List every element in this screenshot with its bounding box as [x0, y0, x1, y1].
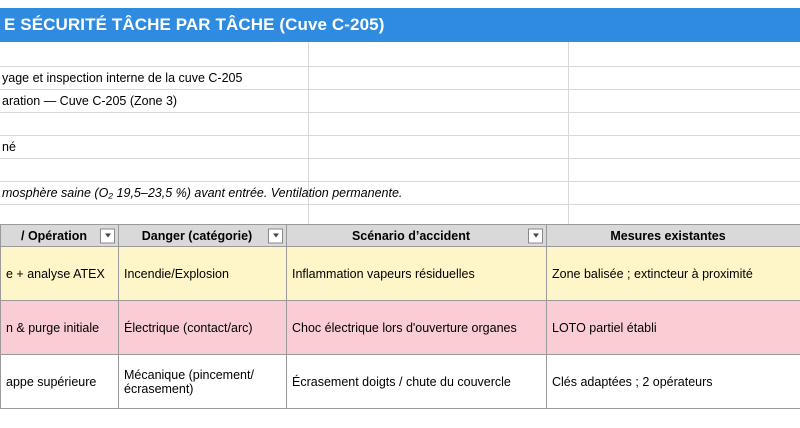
metadata-row[interactable] [0, 159, 800, 182]
cell-measures[interactable]: LOTO partiel établi [547, 301, 800, 355]
metadata-note-text: mosphère saine (O₂ 19,5–23,5 %) avant entrée. Ventilation permanente. [2, 186, 403, 200]
cell-measures[interactable]: Clés adaptées ; 2 opérateurs [547, 355, 800, 409]
column-header-label: Danger (catégorie) [141, 228, 253, 243]
document-title-banner [0, 8, 800, 42]
cell-operation[interactable]: e + analyse ATEX [1, 247, 119, 301]
metadata-row[interactable] [0, 182, 800, 205]
metadata-row[interactable] [0, 67, 800, 90]
table-header-row [1, 225, 800, 247]
metadata-row[interactable] [0, 90, 800, 113]
column-header-scenario[interactable] [287, 225, 547, 247]
cell-danger[interactable]: Mécanique (pincement/écrasement) [119, 355, 287, 409]
filter-dropdown-icon[interactable] [100, 228, 115, 243]
column-header-label: Mesures existantes [610, 228, 726, 243]
metadata-row[interactable] [0, 42, 800, 67]
cell-danger[interactable]: Incendie/Explosion [119, 247, 287, 301]
table-row[interactable] [1, 247, 800, 301]
metadata-row[interactable] [0, 113, 800, 136]
metadata-rows [0, 42, 800, 224]
cell-scenario[interactable]: Choc électrique lors d'ouverture organes [287, 301, 547, 355]
metadata-cell-text: yage et inspection interne de la cuve C-205 [2, 71, 243, 85]
cell-operation[interactable]: n & purge initiale [1, 301, 119, 355]
risk-analysis-table [0, 224, 800, 409]
metadata-row[interactable] [0, 136, 800, 159]
column-header-danger[interactable] [119, 225, 287, 247]
metadata-cell-text: aration — Cuve C-205 (Zone 3) [2, 94, 178, 108]
cell-scenario[interactable]: Inflammation vapeurs résiduelles [287, 247, 547, 301]
cell-danger[interactable]: Électrique (contact/arc) [119, 301, 287, 355]
metadata-cell-text: né [2, 140, 16, 154]
cell-scenario[interactable]: Écrasement doigts / chute du couvercle [287, 355, 547, 409]
column-header-label: / Opération [21, 228, 87, 243]
page-title: E SÉCURITÉ TÂCHE PAR TÂCHE (Cuve C-205) [4, 15, 385, 34]
cell-measures[interactable]: Zone balisée ; extincteur à proximité [547, 247, 800, 301]
table-row[interactable] [1, 355, 800, 409]
column-header-label: Scénario d’accident [351, 228, 471, 243]
column-header-measures[interactable] [547, 225, 800, 247]
column-header-operation[interactable] [1, 225, 119, 247]
table-row[interactable] [1, 301, 800, 355]
filter-dropdown-icon[interactable] [268, 228, 283, 243]
cell-operation[interactable]: appe supérieure [1, 355, 119, 409]
filter-dropdown-icon[interactable] [528, 228, 543, 243]
